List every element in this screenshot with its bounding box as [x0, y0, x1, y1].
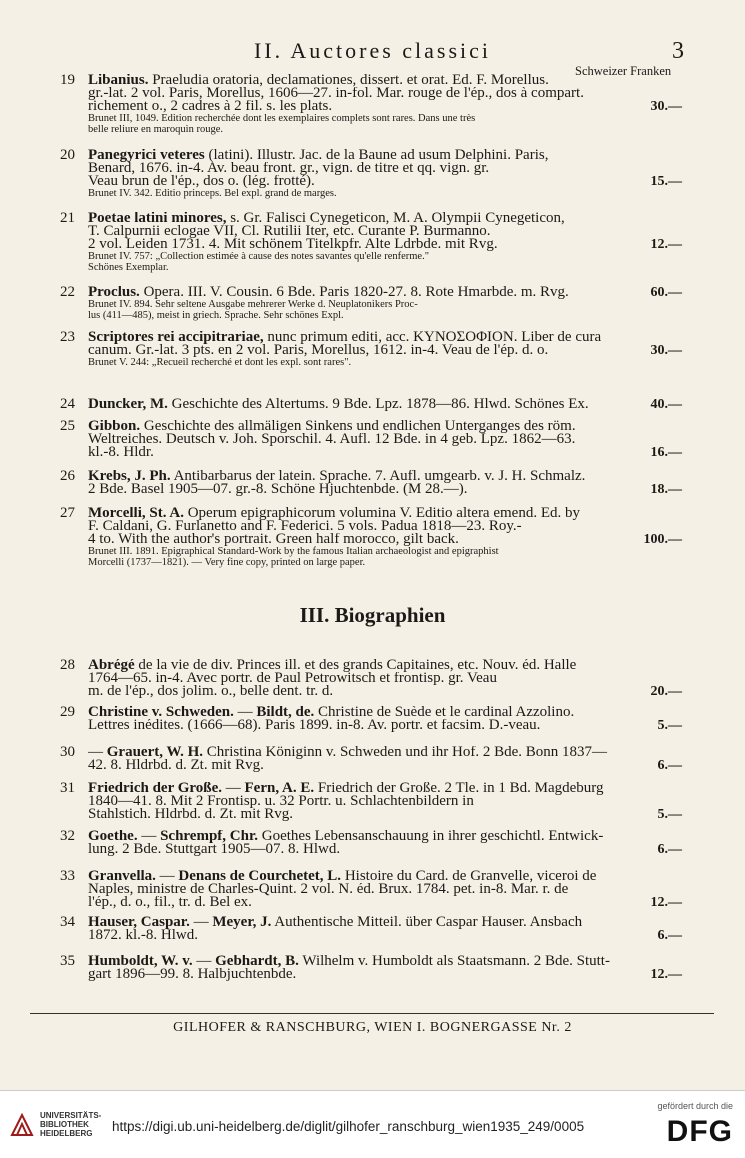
dfg-logo: DFG	[666, 1115, 733, 1148]
entry-text-line: Abrégé de la vie de div. Princes ill. et des grands Capitaines, etc. Nouv. éd. Halle	[88, 659, 577, 672]
catalog-entry	[60, 468, 682, 497]
institution-name	[40, 1111, 101, 1138]
entry-text-line: — Grauert, W. H. Christina Königinn v. Schweden und ihr Hof. 2 Bde. Bonn 1837—	[88, 746, 607, 759]
entry-price: 12.—	[650, 895, 682, 910]
entry-text-line: Krebs, J. Ph. Antibarbarus der latein. Sprache. 7. Aufl. umgearb. v. J. H. Schmalz.	[88, 470, 586, 483]
entry-price: 40.—	[650, 397, 682, 412]
entry-number: 23	[60, 329, 75, 345]
entry-note: Brunet IV. 894. Sehr seltene Ausgabe mehrerer Werke d. Neuplatonikers Proc-	[88, 299, 418, 310]
entry-note: Brunet IV. 342. Editio princeps. Bel expl. grand de marges.	[88, 188, 337, 199]
entry-text-line: gart 1896—99. 8. Halbjuchtenbde.	[88, 968, 297, 981]
entry-text-line: m. de l'ép., dos jolim. o., belle dent. tr. d.	[88, 685, 334, 698]
entry-note: Brunet III. 1891. Epigraphical Standard-Work by the famous Italian archaeologist and epigraphist	[88, 546, 499, 557]
entry-text-line: Benard, 1676. in-4. Av. beau front. gr., vign. de titre et qq. vign. gr.	[88, 162, 490, 175]
entry-price: 30.—	[650, 343, 682, 358]
entry-text-line: gr.-lat. 2 vol. Paris, Morellus, 1606—27. in-fol. Mar. rouge de l'ép., dos à compart.	[88, 87, 584, 100]
entry-text-line: Libanius. Praeludia oratoria, declamationes, dissert. et orat. Ed. F. Morellus.	[88, 74, 549, 87]
institution-line: HEIDELBERG	[40, 1129, 93, 1138]
publisher-footer: GILHOFER & RANSCHBURG, WIEN I. BOGNERGASSE Nr. 2	[173, 1020, 572, 1035]
entry-text-line: Panegyrici veteres (latini). Illustr. Jac. de la Baune ad usum Delphini. Paris,	[88, 149, 549, 162]
entry-text-line: Christine v. Schweden. — Bildt, de. Christine de Suède et le cardinal Azzolino.	[88, 706, 575, 719]
entry-note: Brunet V. 244: „Recueil recherché et dont les expl. sont rares".	[88, 357, 352, 368]
entry-text-line: Proclus. Opera. III. V. Cousin. 6 Bde. Paris 1820-27. 8. Rote Hmarbde. m. Rvg.	[88, 286, 569, 299]
entry-note: Brunet III, 1049. Edition recherchée dont les exemplaires complets sont rares. Dans une très	[88, 113, 476, 124]
catalog-entry	[60, 418, 682, 460]
entry-text-line: Poetae latini minores, s. Gr. Falisci Cynegeticon, M. A. Olympii Cynegeticon,	[88, 212, 565, 225]
catalog-entry	[60, 147, 682, 199]
entry-number: 24	[60, 396, 75, 412]
entry-number: 19	[60, 72, 75, 88]
entry-number: 22	[60, 284, 75, 300]
entry-price: 16.—	[650, 445, 682, 460]
entry-text-line: T. Calpurnii eclogae VII, Cl. Rutilii Iter, etc. Curante P. Burmanno.	[88, 225, 491, 238]
entry-number: 32	[60, 828, 75, 844]
entry-price: 12.—	[650, 237, 682, 252]
catalog-entry	[60, 953, 682, 982]
entry-number: 25	[60, 418, 75, 434]
catalog-entry	[60, 657, 682, 699]
entry-price: 60.—	[650, 285, 682, 300]
entry-text-line: Scriptores rei accipitrariae, nunc primum editi, acc. ΚΥΝΟΣΟΦΙΟΝ. Liber de cura	[88, 331, 602, 344]
entry-price: 15.—	[650, 174, 682, 189]
entry-text-line: Weltreiches. Deutsch v. Joh. Sporschil. 4. Aufl. 12 Bde. in 4 geb. Lpz. 1862—63.	[88, 433, 576, 446]
entry-price: 5.—	[657, 807, 682, 822]
entry-text-line: richement o., 2 cadres à 2 fil. s. les plats.	[88, 100, 333, 113]
catalog-entry	[60, 210, 682, 273]
entry-text-line: Morcelli, St. A. Operum epigraphicorum volumina V. Editio altera emend. Ed. by	[88, 507, 580, 520]
entry-number: 31	[60, 780, 75, 796]
entry-text-line: Hauser, Caspar. — Meyer, J. Authentische Mitteil. über Caspar Hauser. Ansbach	[88, 916, 583, 929]
entry-number: 29	[60, 704, 75, 720]
currency-label: Schweizer Franken	[575, 64, 672, 78]
entry-price: 20.—	[650, 684, 682, 699]
entry-number: 26	[60, 468, 75, 484]
funded-by-label: gefördert durch die	[657, 1101, 733, 1111]
entry-number: 28	[60, 657, 75, 673]
entry-note: Schönes Exemplar.	[88, 262, 169, 273]
catalog-entry	[60, 284, 682, 321]
entry-text-line: l'ép., d. o., fil., tr. d. Bel ex.	[88, 896, 252, 909]
entry-note: Morcelli (1737—1821). — Very fine copy, printed on large paper.	[88, 557, 366, 568]
permalink-url[interactable]: https://digi.ub.uni-heidelberg.de/diglit/gilhofer_ranschburg_wien1935_249/0005	[112, 1119, 585, 1134]
entry-price: 5.—	[657, 718, 682, 733]
entry-number: 30	[60, 744, 75, 760]
entry-text-line: canum. Gr.-lat. 3 pts. en 2 vol. Paris, Morellus, 1612. in-4. Veau de l'ép. d. o.	[88, 344, 549, 357]
entry-price: 100.—	[643, 532, 682, 547]
entry-text-line: 4 to. With the author's portrait. Green half morocco, gilt back.	[88, 533, 459, 546]
entry-text-line: Granvella. — Denans de Courchetet, L. Histoire du Card. de Granvelle, viceroi de	[88, 870, 597, 883]
entry-text-line: 1840—41. 8. Mit 2 Frontisp. u. 32 Portr. u. Schlachtenbildern in	[88, 795, 474, 808]
section-title: III. Biographien	[299, 603, 446, 627]
entry-number: 35	[60, 953, 75, 969]
entry-text-line: Lettres inédites. (1666—68). Paris 1899. in-8. Av. portr. et facsim. D.-veau.	[88, 719, 541, 732]
catalog-entry	[60, 704, 682, 733]
entry-number: 27	[60, 505, 75, 521]
entry-text-line: 2 Bde. Basel 1905—07. gr.-8. Schöne Hjuchtenbde. (M 28.—).	[88, 483, 468, 496]
entry-number: 20	[60, 147, 75, 163]
entry-text-line: Veau brun de l'ép., dos o. (lég. frotté).	[88, 175, 315, 188]
catalog-entry	[60, 780, 682, 822]
entry-price: 6.—	[657, 928, 682, 943]
catalog-entry	[60, 396, 682, 412]
entry-text-line: Naples, ministre de Charles-Quint. 2 vol. N. éd. Brux. 1784. pet. in-8. Mar. r. de	[88, 883, 569, 896]
entry-text-line: 2 vol. Leiden 1731. 4. Mit schönem Titelkpfr. Alte Ldrbde. mit Rvg.	[88, 238, 498, 251]
viewer-bottom-bar	[0, 1090, 745, 1158]
entry-note: Brunet IV. 757: „Collection estimée à cause des notes savantes qu'elle renferme."	[88, 251, 429, 262]
entry-price: 12.—	[650, 967, 682, 982]
entry-text-line: 1872. kl.-8. Hlwd.	[88, 929, 198, 942]
entry-price: 6.—	[657, 842, 682, 857]
entry-text-line: 42. 8. Hldrbd. d. Zt. mit Rvg.	[88, 759, 264, 772]
catalog-entry	[60, 744, 682, 773]
catalog-entry	[60, 72, 682, 135]
institution-line: UNIVERSITÄTS-	[40, 1111, 102, 1120]
catalog-entry	[60, 505, 682, 568]
footer-rule	[30, 1013, 714, 1014]
running-header: II. Auctores classici	[253, 38, 492, 63]
entry-text-line: 1764—65. in-4. Avec portr. de Paul Petrowitsch et frontisp. gr. Veau	[88, 672, 497, 685]
entry-text-line: Gibbon. Geschichte des allmäligen Sinkens und endlichen Unterganges des röm.	[88, 420, 576, 433]
entry-text-line: lung. 2 Bde. Stuttgart 1905—07. 8. Hlwd.	[88, 843, 341, 856]
catalog-entry	[60, 914, 682, 943]
entry-text-line: Goethe. — Schrempf, Chr. Goethes Lebensanschauung in ihrer geschichtl. Entwick-	[88, 830, 604, 843]
entry-text-line: kl.-8. Hldr.	[88, 446, 154, 459]
entry-number: 34	[60, 914, 75, 930]
entry-text-line: Stahlstich. Hldrbd. d. Zt. mit Rvg.	[88, 808, 293, 821]
catalog-entry	[60, 828, 682, 857]
entry-text-line: Friedrich der Große. — Fern, A. E. Friedrich der Große. 2 Tle. in 1 Bd. Magdeburg	[88, 782, 604, 795]
entry-note: belle reliure en maroquin rouge.	[88, 124, 223, 135]
catalog-entry	[60, 329, 682, 368]
entry-text-line: Humboldt, W. v. — Gebhardt, B. Wilhelm v. Humboldt als Staatsmann. 2 Bde. Stutt-	[88, 955, 610, 968]
entry-text-line: Duncker, M. Geschichte des Altertums. 9 Bde. Lpz. 1878—86. Hlwd. Schönes Ex.	[88, 398, 589, 411]
page-number: 3	[672, 38, 684, 64]
entry-number: 21	[60, 210, 75, 226]
entry-note: lus (411—485), meist in griech. Sprache. Sehr schönes Expl.	[88, 310, 344, 321]
catalog-entry	[60, 868, 682, 910]
university-seal-icon	[10, 1113, 34, 1137]
entry-price: 6.—	[657, 758, 682, 773]
entry-text-line: F. Caldani, G. Furlanetto and F. Federici. 5 vols. Padua 1818—23. Roy.-	[88, 520, 522, 533]
entry-number: 33	[60, 868, 75, 884]
institution-line: BIBLIOTHEK	[40, 1120, 89, 1129]
entry-price: 30.—	[650, 99, 682, 114]
entry-price: 18.—	[650, 482, 682, 497]
